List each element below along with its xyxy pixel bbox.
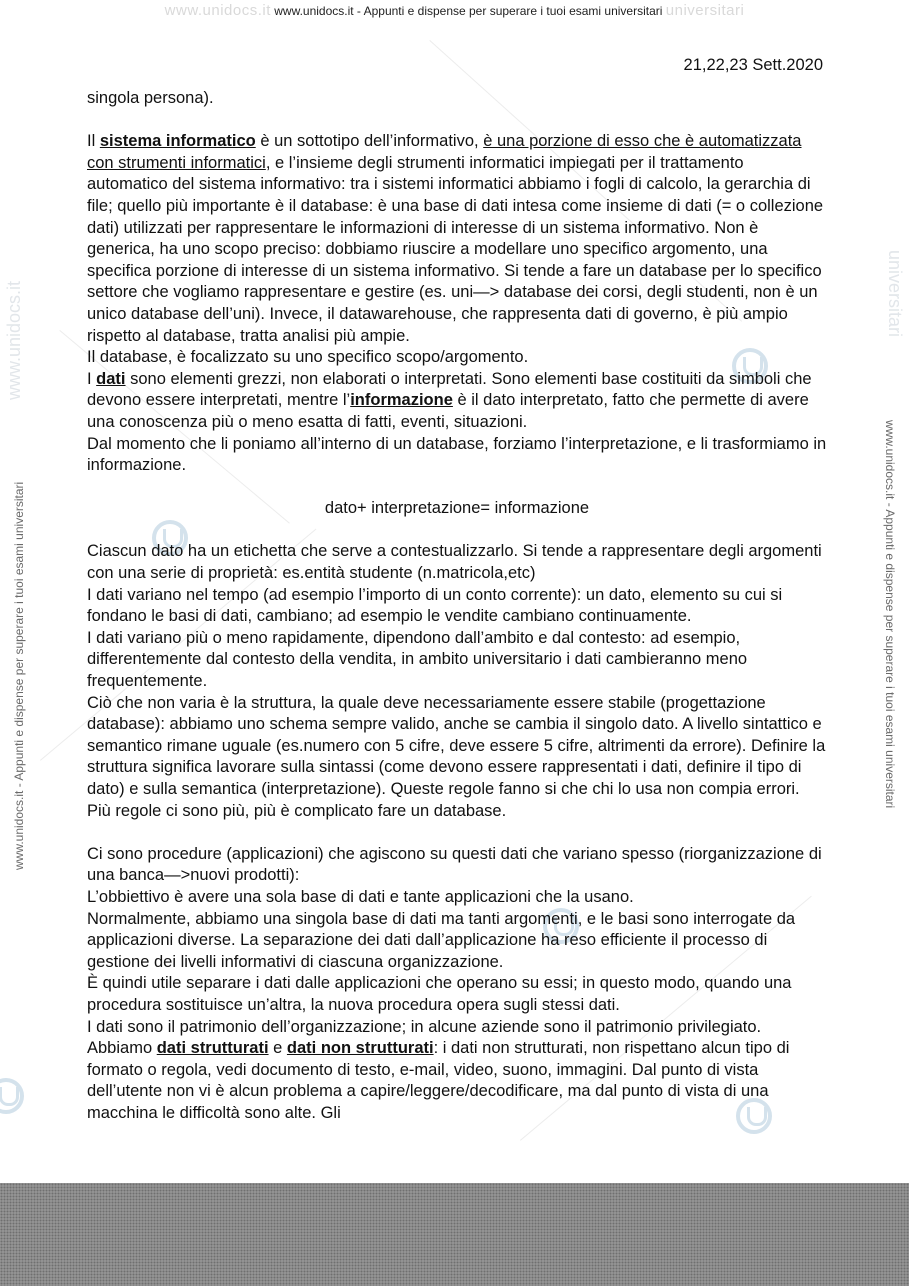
underlined-definition: è una porzione di esso che è automatizzata con strumenti informatici <box>87 132 802 172</box>
paragraph: Il database, è focalizzato su uno specifico scopo/argomento. <box>87 348 529 367</box>
document-body <box>87 88 827 1125</box>
watermark-left: www.unidocs.it - Appunti e dispense per superare i tuoi esami universitari <box>12 481 26 870</box>
watermark-ghost-right: universitari <box>665 2 745 19</box>
paragraph: I dati sono il patrimonio dell’organizzazione; in alcune aziende sono il patrimonio privilegiato. <box>87 1017 762 1036</box>
watermark-top-text: www.unidocs.it - Appunti e dispense per superare i tuoi esami universitari <box>274 4 663 18</box>
paragraph: singola persona). <box>87 89 214 107</box>
preview-cutoff-overlay <box>0 1183 909 1286</box>
watermark-left-ghost: www.unidocs.it <box>4 280 24 400</box>
paragraph: Ciò che non varia è la struttura, la quale deve necessariamente essere stabile (progettazione database): abbiamo uno schema sempre valido, anche se cambia il singolo dato. A livello sintattico e semantico rimane uguale (es.numero con 5 cifre, deve essere 5 cifre, altrimenti da errore). Definire la struttura significa lavorare sulla sintassi (come devono essere rappresentati i dati, definire il tipo di dato) e sulla semantica (interpretazione). Queste regole fanno si che chi lo usa non compia errori. Più regole ci sono più, più è complicato fare un database. <box>87 693 826 820</box>
paragraph-sistema-informatico: Il sistema informatico è un sottotipo dell’informativo, è una porzione di esso che è automatizzata con strumenti informatici, e l’insieme degli strumenti informatici impiegati per il trattamento automatico del sistema informativo: tra i sistemi informatici abbiamo i fogli di calcolo, la gerarchia di file; quello più importante è il database: è una base di dati intesa come insieme di dati (= o collezione dati) utilizzati per rappresentare le informazioni di interesse di un sistema informativo. Non è generica, ha uno scopo preciso: dobbiamo riuscire a modellare uno specifico argomento, una specifica porzione di interesse di un sistema informativo. Si tende a fare un database per lo specifico settore che vogliamo rappresentare e gestire (es. uni—> database dei corsi, degli studenti, non è un unico database dell’uni). Invece, il datawarehouse, che rappresenta dati di governo, è più ampio rispetto al database, tratta analisi più ampie. <box>87 132 824 345</box>
paragraph: Dal momento che li poniamo all’interno di un database, forziamo l’interpretazione, e li trasformiamo in informazione. <box>87 434 827 475</box>
formula: dato+ interpretazione= informazione <box>324 499 590 518</box>
term-dati-strutturati: dati strutturati <box>156 1039 269 1058</box>
paragraph: I dati variano nel tempo (ad esempio l’importo di un conto corrente): un dato, elemento su cui si fondano le basi di dati, cambiano; ad esempio le vendite cambiano continuamente. <box>87 585 783 626</box>
paragraph-dati: I dati sono elementi grezzi, non elaborati o interpretati. Sono elementi base costituiti da simboli che devono essere interpretati, mentre l’informazione è il dato interpretato, fatto che permette di avere una conoscenza più o meno esatta di fatti, eventi, situazioni. <box>87 369 812 431</box>
term-sistema-informatico: sistema informatico <box>99 132 256 151</box>
paragraph: L’obbiettivo è avere una sola base di dati e tante applicazioni che la usano. <box>87 887 634 906</box>
paragraph: È quindi utile separare i dati dalle applicazioni che operano su essi; in questo modo, quando una procedura sostituisce un’altra, la nuova procedura opera sugli stessi dati. <box>87 974 792 1014</box>
term-dati-non-strutturati: dati non strutturati <box>286 1039 434 1058</box>
term-informazione: informazione <box>350 391 453 410</box>
paragraph: Ciascun dato ha un etichetta che serve a contestualizzarlo. Si tende a rappresentare degli argomenti con una serie di proprietà: es.entità studente (n.matricola,etc) <box>87 542 822 583</box>
paragraph: Ci sono procedure (applicazioni) che agiscono su questi dati che variano spesso (riorganizzazione di una banca—>nuovi prodotti): <box>87 844 822 885</box>
paragraph-dati-strutturati: Abbiamo dati strutturati e dati non strutturati: i dati non strutturati, non rispettano alcun tipo di formato o regola, vedi documento di testo, e-mail, video, suono, immagini. Dal punto di vista dell’utente non vi è alcun problema a capire/leggere/decodificare, ma dal punto di vista di una macchina le difficoltà sono alte. Gli <box>87 1039 790 1122</box>
watermark-ghost: www.unidocs.it <box>164 2 271 19</box>
paragraph: I dati variano più o meno rapidamente, dipendono dall’ambito e dal contesto: ad esempio, differentemente dal contesto della vendita, in ambito universitario i dati cambieranno meno frequentemente. <box>87 628 748 691</box>
watermark-top <box>0 2 909 19</box>
watermark-right: www.unidocs.it - Appunti e dispense per superare i tuoi esami universitari <box>883 420 897 809</box>
document-date: 21,22,23 Sett.2020 <box>683 56 823 74</box>
paragraph: Normalmente, abbiamo una singola base di dati ma tanti argomenti, e le basi sono interrogate da applicazioni diverse. La separazione dei dati dall’applicazione ha reso efficiente il processo di gestione dei livelli informativi di ciascuna organizzazione. <box>87 909 796 971</box>
unidocs-logo-icon <box>0 1078 24 1114</box>
watermark-right-ghost: universitari <box>885 250 905 338</box>
term-dati: dati <box>96 369 126 388</box>
